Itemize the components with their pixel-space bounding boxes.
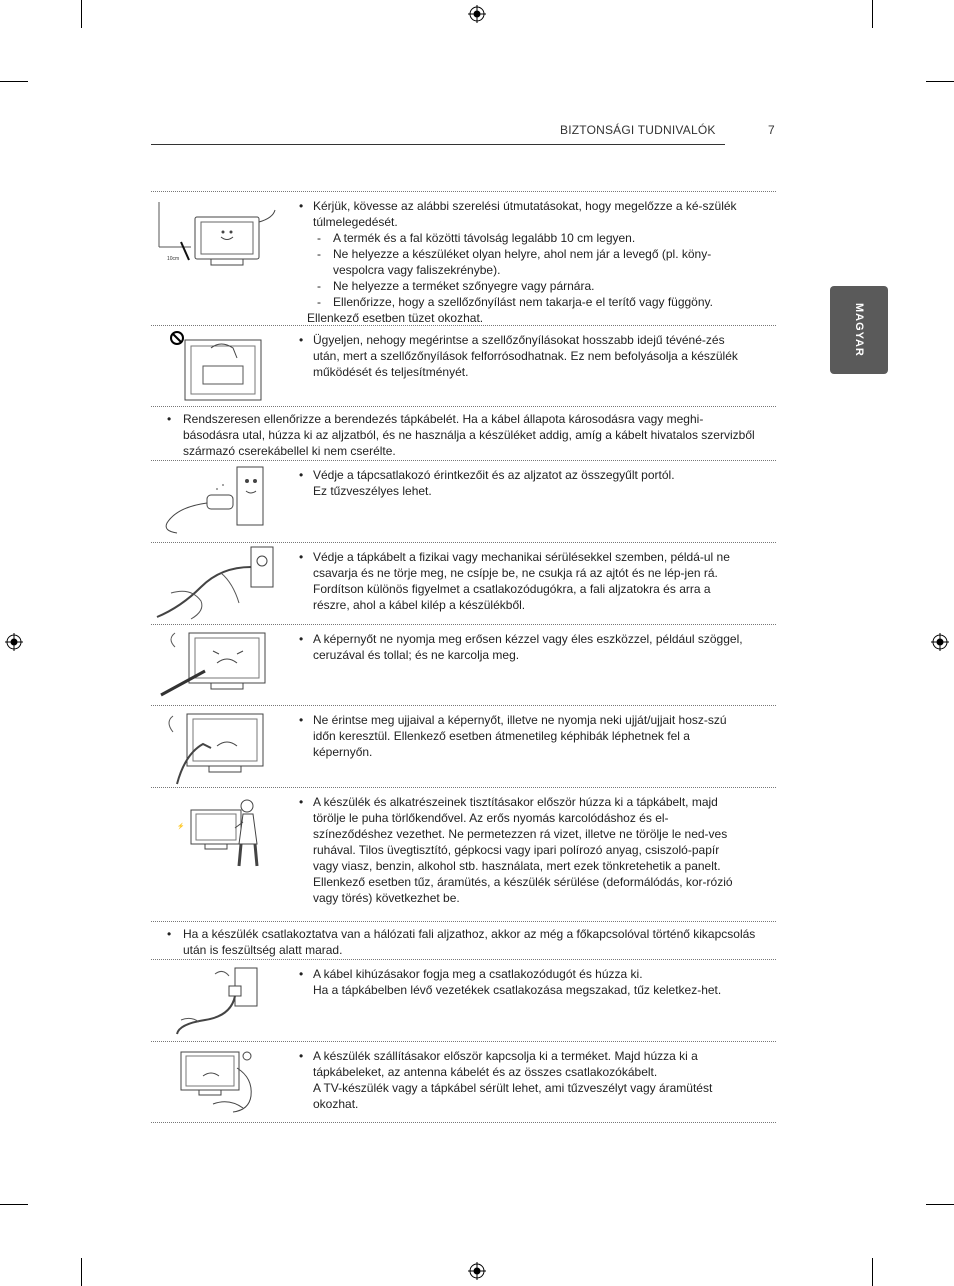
bullet-text: A készülék szállításakor először kapcsolja ki a terméket. Majd húzza ki a tápkábeleket, az antenna kábelét és az összes csatlakozókábelt.: [313, 1049, 698, 1079]
bullet-glyph: •: [299, 199, 304, 213]
bullet-glyph: •: [299, 795, 304, 809]
section-text: [281, 461, 776, 542]
note-text: Ellenkező esetben tűz, áramütés, a készülék sérülése (deformálódás, kor-rózió vagy törés) következhet be.: [313, 875, 733, 905]
transport-illustration: [151, 1042, 281, 1122]
bullet-text: Védje a tápcsatlakozó érintkezőit és az aljzatot az összegyűlt portól.: [313, 468, 675, 482]
registration-mark-icon: [931, 633, 949, 651]
instruction-section: [151, 460, 776, 542]
instruction-section: [151, 1041, 776, 1123]
dash-glyph: -: [317, 247, 321, 261]
tv-wall-distance-icon: [151, 192, 281, 325]
dash-glyph: -: [317, 231, 321, 245]
registration-mark-icon: [468, 5, 486, 23]
bullet-item: [299, 467, 746, 483]
section-text: [281, 625, 776, 705]
bullet-item: [299, 1048, 746, 1080]
sub-item: [299, 278, 746, 294]
sub-item-text: Ne helyezze a készüléket olyan helyre, ahol nem jár a levegő (pl. köny-vespolcra vagy faliszekrénybe).: [333, 247, 712, 277]
crop-mark: [0, 81, 28, 82]
bullet-item: [167, 411, 756, 459]
bullet-glyph: •: [299, 333, 304, 347]
note-text: Ez tűzveszélyes lehet.: [313, 484, 432, 498]
distance-label: 10cm: [167, 256, 180, 262]
section-text: [151, 407, 776, 463]
sub-item: [299, 246, 746, 278]
note-text: Ellenkező esetben tüzet okozhat.: [307, 311, 484, 325]
bullet-glyph: •: [299, 713, 304, 727]
crop-mark: [0, 1204, 28, 1205]
instruction-section: [151, 191, 776, 325]
pull-plug-icon: [151, 960, 281, 1041]
sub-item-text: Ellenőrizze, hogy a szellőzőnyílást nem takarja-e el terítő vagy függöny.: [333, 295, 713, 309]
bullet-item: [299, 794, 746, 874]
bullet-item: [299, 712, 746, 760]
hot-vent-illustration: [151, 326, 281, 406]
sub-item-text: A termék és a fal közötti távolság legalább 10 cm legyen.: [333, 231, 636, 245]
section-text: [281, 960, 776, 1041]
bullet-glyph: •: [299, 468, 304, 482]
svg-text:⚡: ⚡: [177, 824, 185, 830]
bullet-item: [299, 966, 746, 982]
bullet-item: [167, 926, 756, 958]
crop-mark: [872, 1258, 873, 1286]
language-tab-label: MAGYAR: [853, 303, 865, 357]
dash-glyph: -: [317, 279, 321, 293]
sub-item-text: Ne helyezze a terméket szőnyegre vagy párnára.: [333, 279, 595, 293]
bullet-text: Kérjük, kövesse az alábbi szerelési útmutatásokat, hogy megelőzze a ké-szülék túlmelegedését.: [313, 199, 737, 229]
dash-glyph: -: [317, 295, 321, 309]
language-tab: [830, 286, 888, 374]
note-text: Ha a tápkábelben lévő vezetékek csatlakozása megszakad, tűz keletkez-het.: [313, 983, 722, 997]
cable-hands-icon: [151, 543, 281, 624]
bullet-item: [299, 332, 746, 380]
section-text: [281, 192, 776, 325]
bullet-item: [299, 198, 746, 230]
instruction-section: [151, 325, 776, 406]
bullet-text: Védje a tápkábelt a fizikai vagy mechanikai sérülésekkel szemben, példá-ul ne csavarja és ne törje meg, ne csípje be, ne csukja rá az ajtót és ne lép-jen rá. Fordítson különös figyelmet a csatlakozódugókra, a fali aljzatokra és arra a részre, ahol a kábel kilép a készülékből.: [313, 550, 730, 612]
tv-scratch-icon: [151, 625, 281, 705]
section-text: [281, 1042, 776, 1122]
tv-cleaning-person-icon: [151, 788, 281, 921]
tv-back-vent-icon: [151, 326, 281, 406]
registration-mark-icon: [468, 1262, 486, 1280]
sub-item: [299, 294, 746, 310]
crop-mark: [81, 1258, 82, 1286]
instruction-section: [151, 624, 776, 705]
bullet-glyph: •: [167, 927, 172, 941]
bullet-text: A kábel kihúzásakor fogja meg a csatlakozódugót és húzza ki.: [313, 967, 643, 981]
bullet-item: [299, 549, 746, 613]
section-title: BIZTONSÁGI TUDNIVALÓK: [560, 123, 716, 137]
instruction-section: [151, 542, 776, 624]
ventilation-illustration: [151, 192, 281, 325]
bullet-glyph: •: [299, 967, 304, 981]
instruction-section: [151, 406, 776, 460]
safety-instructions: [151, 191, 776, 1123]
header-divider: [151, 144, 725, 145]
finger-press-illustration: [151, 706, 281, 787]
crop-mark: [872, 0, 873, 28]
instruction-section: [151, 921, 776, 959]
plug-socket-icon: [151, 461, 281, 542]
registration-mark-icon: [5, 633, 23, 651]
instruction-section: [151, 959, 776, 1041]
sharp-object-illustration: [151, 625, 281, 705]
bullet-text: Ügyeljen, nehogy megérintse a szellőzőnyílásokat hosszabb idejű tévéné-zés után, mert a szellőzőnyílások felforrósodhatnak. Ez nem befolyásolja a készülék működését és teljesítményét.: [313, 333, 738, 379]
note-text: A TV-készülék vagy a tápkábel sérült lehet, ami tűzveszélyt vagy áramütést okozhat.: [313, 1081, 713, 1111]
bullet-text: A készülék és alkatrészeinek tisztításakor először húzza ki a tápkábelt, majd törölje le puha törlőkendővel. Az erős nyomás karcolódáshoz és el-színeződéshez vezethet. Ne permetezzen rá vizet, illetve ne törölje le ned-ves ruhával. Tilos üvegtisztító, gépkocsi vagy ipari polírozó anyag, csiszoló-papír vagy viasz, benzin, alkohol stb. használata, mert ezek tönkretehetik a panelt.: [313, 795, 728, 873]
bullet-glyph: •: [299, 550, 304, 564]
crop-mark: [926, 1204, 954, 1205]
instruction-section: [151, 705, 776, 787]
section-text: [281, 543, 776, 624]
section-text: [281, 706, 776, 787]
crop-mark: [81, 0, 82, 28]
cable-damage-illustration: [151, 543, 281, 624]
section-text: [151, 922, 776, 962]
tv-cables-icon: [151, 1042, 281, 1122]
bullet-text: A képernyőt ne nyomja meg erősen kézzel vagy éles eszközzel, például szöggel, ceruzával és tollal; és ne karcolja meg.: [313, 632, 743, 662]
instruction-section: [151, 787, 776, 921]
bullet-item: [299, 631, 746, 663]
bullet-text: Rendszeresen ellenőrizze a berendezés tápkábelét. Ha a kábel állapota károsodásra vagy meghi-básodásra utal, húzza ki az aljzatból, és ne használja a készüléket addig, amíg a kábelt hivatalos szervizből származó cserekábellel ki nem cserélte.: [183, 412, 755, 458]
bullet-text: Ha a készülék csatlakoztatva van a hálózati fali aljzathoz, akkor az még a főkapcsolóval történő kikapcsolás után is feszültség alatt marad.: [183, 927, 756, 957]
bullet-glyph: •: [299, 632, 304, 646]
section-text: [281, 788, 776, 921]
tv-finger-icon: [151, 706, 281, 787]
section-text: [281, 326, 776, 406]
sub-item: [299, 230, 746, 246]
dusty-plug-illustration: [151, 461, 281, 542]
unplug-illustration: [151, 960, 281, 1041]
bullet-glyph: •: [299, 1049, 304, 1063]
page-number: 7: [768, 123, 775, 137]
cleaning-illustration: [151, 788, 281, 921]
crop-mark: [926, 81, 954, 82]
bullet-glyph: •: [167, 412, 172, 426]
bullet-text: Ne érintse meg ujjaival a képernyőt, illetve ne nyomja neki ujját/ujjait hosz-szú időn keresztül. Ellenkező esetben átmenetileg képhibák léphetnek fel a képernyőn.: [313, 713, 727, 759]
